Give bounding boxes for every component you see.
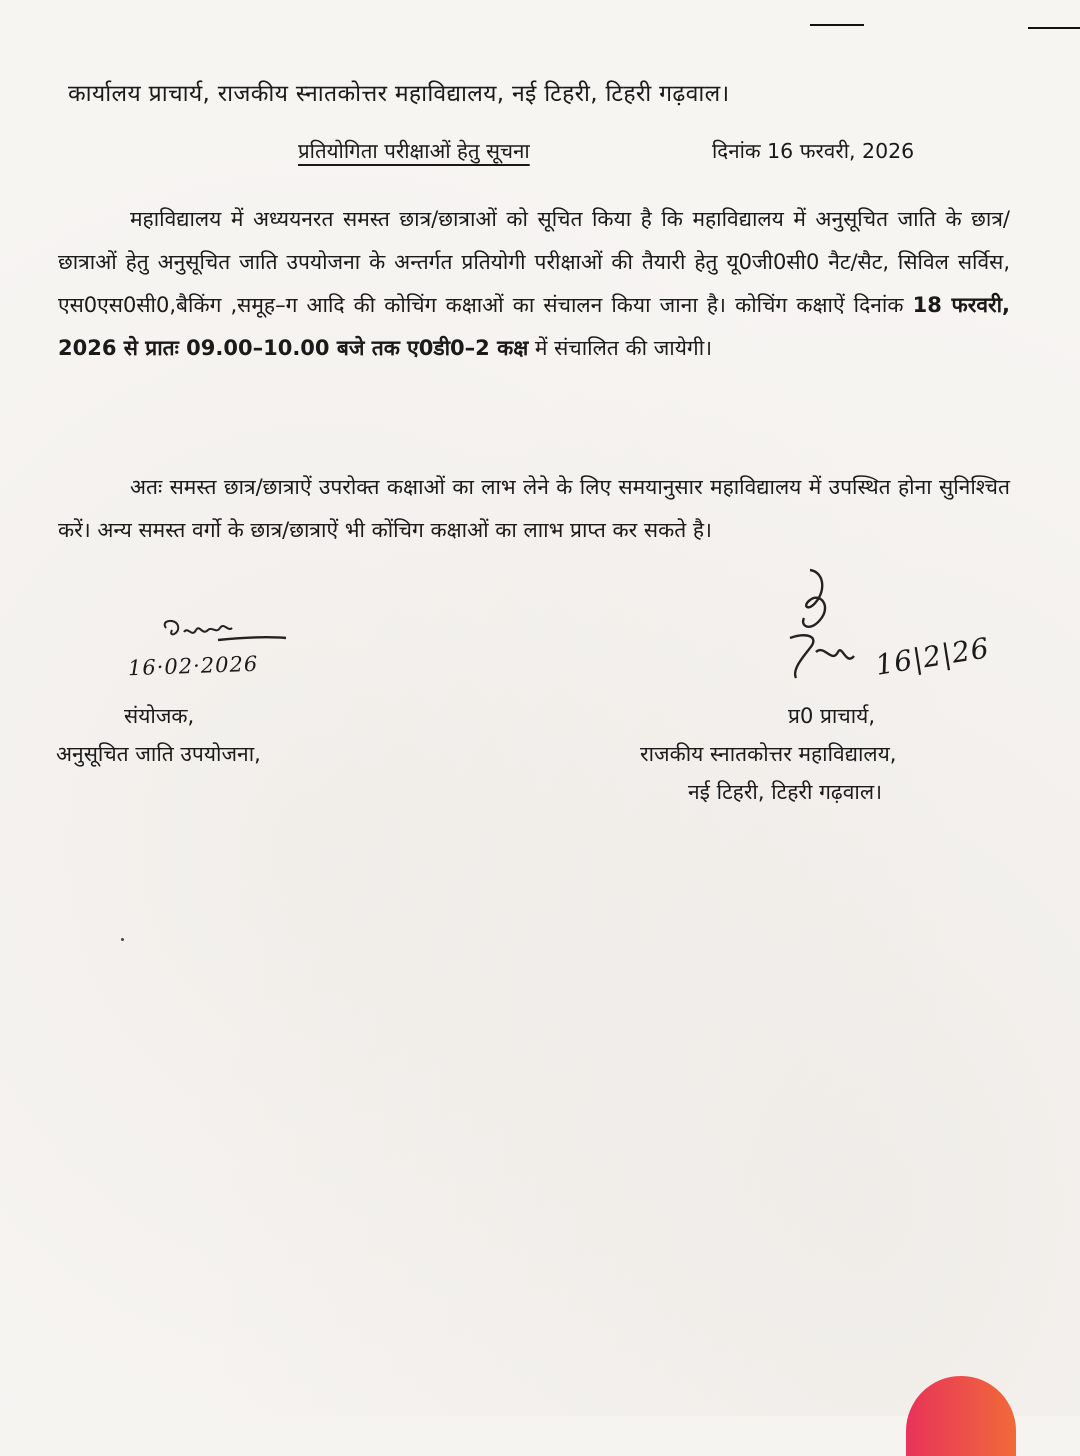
principal-signature-date: 16|2|26 [873,631,992,682]
paragraph-2-text: अतः समस्त छात्र/छात्राऐं उपरोक्त कक्षाओं का लाभ लेने के लिए समयानुसार महाविद्यालय में उपस्थित होना सुनिश्चित करें। अन्य समस्त वर्गो के छात्र/छात्राऐं भी कोंचिग कक्षाओं का लााभ प्राप्त कर सकते है। [58,475,1010,542]
top-rule-line-right [1028,27,1080,29]
principal-college: राजकीय स्नातकोत्तर महाविद्यालय, [640,742,897,766]
coordinator-signature [158,616,293,656]
principal-title: प्र0 प्राचार्य, [788,704,876,728]
notice-date: दिनांक 16 फरवरी, 2026 [712,139,915,163]
paragraph-2 [58,466,1010,552]
principal-place: नई टिहरी, टिहरी गढ़वाल। [688,780,883,804]
paragraph-1-text-a: महाविद्यालय में अध्ययनरत समस्त छात्र/छात्राओं को सूचित किया है कि महाविद्यालय में अनुसूचित जाति के छात्र/छात्राओं हेतु अनुसूचित जाति उपयोजना के अन्तर्गत प्रतियोगी परीक्षाओं की तैयारी हेतु यू0जी0सी0 नैट/सैट, सिविल सर्विस, एस0एस0सी0,बैकिंग ,समूह–ग आदि की कोचिंग कक्षाओं का संचालन किया जाना है। कोचिंग कक्षाऐं दिनांक [58,207,1010,317]
top-rule-line [810,24,864,26]
paper-speck [121,938,124,941]
paragraph-1 [58,198,1010,370]
paragraph-1-text-c: में संचालित की जायेगी। [528,336,713,360]
paragraph-1-schedule: 18 फरवरी, 2026 से प्रातः 09.00–10.00 बजे तक ए0डी0–2 कक्ष [58,293,1010,360]
notice-subject: प्रतियोगिता परीक्षाओं हेतु सूचना [298,139,530,163]
coordinator-signature-date: 16·02·2026 [127,651,259,681]
corner-app-logo [906,1376,1016,1456]
coordinator-department: अनुसूचित जाति उपयोजना, [56,742,261,766]
office-header: कार्यालय प्राचार्य, राजकीय स्नातकोत्तर महाविद्यालय, नई टिहरी, टिहरी गढ़वाल। [68,81,730,107]
coordinator-title: संयोजक, [124,704,195,728]
